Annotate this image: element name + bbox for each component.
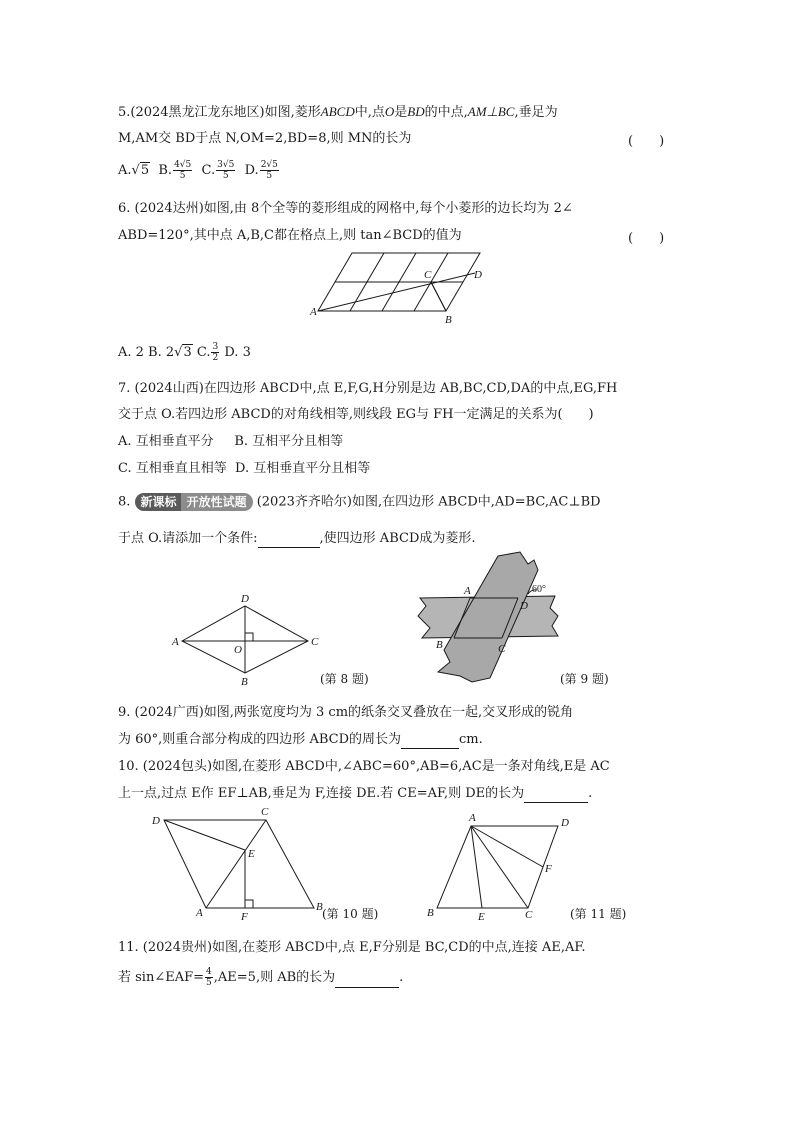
q6-label-a: A [310,306,317,318]
q11-label-a: A [469,812,476,824]
q7-line1: 7. (2024山西)在四边形 ABCD中,点 E,F,G,H分别是边 AB,BC,CD,DA的中点,EG,FH [118,381,618,396]
q9-answer-blank[interactable] [401,734,459,749]
q6-line1: 6. (2024达州)如图,由 8个全等的菱形组成的网格中,每个小菱形的边长均为 2∠ [118,201,573,216]
q8-label-o: O [234,644,242,656]
q11-label-e: E [478,911,485,923]
q10-label-b: B [316,901,323,913]
q8-rhombus-figure [170,593,330,688]
q10-label-c: C [261,806,269,818]
q5-options: A.√5 B. $\frac{4√5}{5}$ C. $\frac{3√5}{5}$ D. $\frac{2√5}{5}$ [118,160,278,181]
q11-label-b: B [427,907,434,919]
new-curriculum-badge: 新课标 [135,493,183,511]
q9-label-a: A [464,585,471,597]
q6-label-c: C [424,269,432,281]
q10-caption: (第 10 题) [322,907,379,921]
q6-line2: ABD=120°,其中点 A,B,C都在格点上,则 tan∠BCD的值为 [118,228,462,243]
q11-line2: 若 sin∠EAF= $\frac{4}{5}$ ,AE=5,则 AB的长为 . [118,967,404,988]
q6-grid-figure [300,245,500,325]
q10-label-f: F [241,911,248,923]
q6-options: A. 2 B. 2√3 C. $\frac{3}{2}$ D. 3 [118,342,251,363]
q8-label-c: C [311,636,319,648]
q11-line1: 11. (2024贵州)如图,在菱形 ABCD中,点 E,F分别是 BC,CD的中点,连接 AE,AF. [118,940,586,955]
q10-line1: 10. (2024包头)如图,在菱形 ABCD中,∠ABC=60°,AB=6,AC是一条对角线,E是 AC [118,759,610,774]
q6-answer-paren: ( ) [628,231,665,246]
q8-answer-blank[interactable] [258,533,320,548]
q9-line2: 为 60°,则重合部分构成的四边形 ABCD的周长为 cm. [118,732,483,747]
q8-line2: 于点 O.请添加一个条件: ,使四边形 ABCD成为菱形. [118,531,476,546]
q8-label-b: B [241,676,248,688]
q10-line2: 上一点,过点 E作 EF⊥AB,垂足为 F,连接 DE.若 CE=AF,则 DE的长为 . [118,786,593,801]
q10-label-a: A [196,907,203,919]
q8-label-a: A [172,636,179,648]
q7-options-row2: C. 互相垂直且相等 D. 互相垂直平分且相等 [118,461,371,476]
q8-label-d: D [241,593,249,605]
q10-label-e: E [248,848,255,860]
q8-caption: (第 8 题) [320,672,369,686]
q11-caption: (第 11 题) [570,907,627,921]
q10-answer-blank[interactable] [524,788,588,803]
q8-line1: 8. 新课标 开放性试题 (2023齐齐哈尔)如图,在四边形 ABCD中,AD=BC,AC⊥BD [118,494,601,510]
q9-label-b: B [436,639,443,651]
q5-answer-paren: ( ) [628,134,665,149]
q9-label-c: C [498,643,506,655]
q10-label-d: D [152,815,160,827]
q9-caption: (第 9 题) [560,672,609,686]
q9-line1: 9. (2024广西)如图,两张宽度均为 3 cm的纸条交叉叠放在一起,交叉形成的锐角 [118,705,574,720]
q9-paper-strips-figure [410,550,570,685]
q6-label-b: B [445,314,452,326]
q11-label-d: D [561,817,569,829]
q11-rhombus-figure [425,810,575,923]
q6-label-d: D [474,269,482,281]
q5-line2: M,AM交 BD于点 N,OM=2,BD=8,则 MN的长为 [118,131,412,146]
q7-options-row1: A. 互相垂直平分 B. 互相平分且相等 [118,434,344,449]
q7-line2: 交于点 O.若四边形 ABCD的对角线相等,则线段 EG与 FH一定满足的关系为( ) [118,407,594,422]
q10-rhombus-figure [148,806,338,923]
q11-answer-blank[interactable] [335,973,399,988]
q5-line1: 5.(2024黑龙江龙东地区)如图,菱形ABCD中,点O是BD的中点,AM⊥BC,垂足为 [118,104,558,120]
q9-label-angle: 60° [532,584,546,595]
q9-label-d: D [520,600,528,612]
q11-label-c: C [525,909,533,921]
open-question-badge: 开放性试题 [181,493,253,511]
q11-label-f: F [545,863,552,875]
